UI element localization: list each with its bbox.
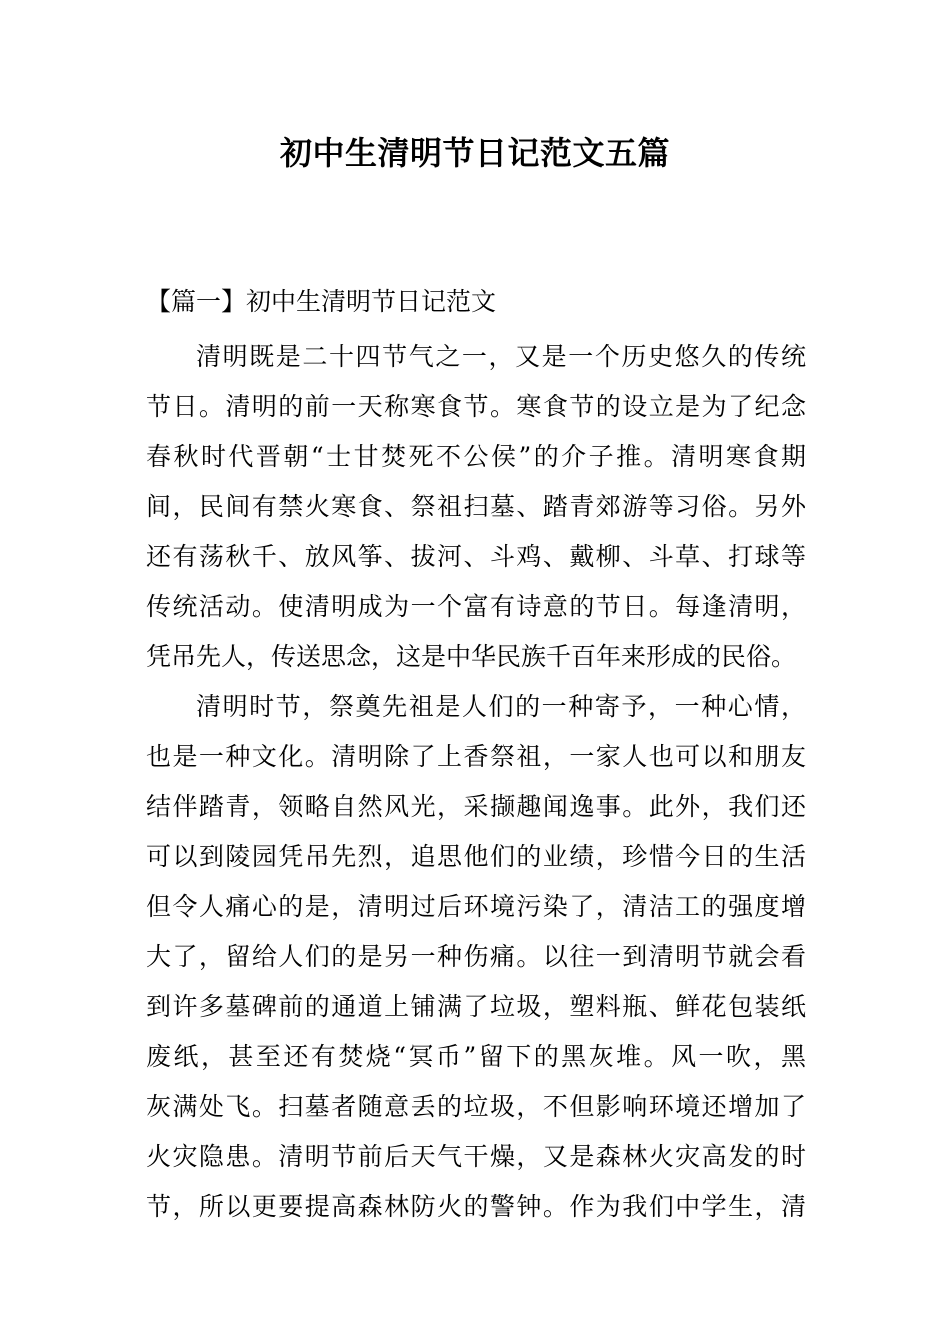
paragraph-line: 间，民间有禁火寒食、祭祖扫墓、踏青郊游等习俗。另外 — [146, 492, 806, 521]
paragraph-line: 清明时节，祭奠先祖是人们的一种寄予，一种心情， — [196, 692, 806, 721]
paragraph-2 — [146, 682, 806, 1232]
spacer — [146, 322, 806, 332]
paragraph-line: 节，所以更要提高森林防火的警钟。作为我们中学生，清 — [146, 1192, 806, 1221]
paragraph-line: 传统活动。使清明成为一个富有诗意的节日。每逢清明， — [146, 592, 806, 621]
paragraph-line: 也是一种文化。清明除了上香祭祖，一家人也可以和朋友 — [146, 742, 806, 771]
document-title: 初中生清明节日记范文五篇 — [279, 134, 670, 172]
paragraph-line: 灰满处飞。扫墓者随意丢的垃圾，不但影响环境还增加了 — [146, 1092, 806, 1121]
paragraph-line: 但令人痛心的是，清明过后环境污染了，清洁工的强度增 — [146, 892, 806, 921]
paragraph-line: 到许多墓碑前的通道上铺满了垃圾，塑料瓶、鲜花包装纸 — [146, 992, 806, 1021]
paragraph-1 — [146, 332, 806, 682]
paragraph-line: 可以到陵园凭吊先烈，追思他们的业绩，珍惜今日的生活 — [146, 842, 806, 871]
paragraph-line: 春秋时代晋朝“士甘焚死不公侯”的介子推。清明寒食期 — [146, 442, 806, 471]
paragraph-line: 火灾隐患。清明节前后天气干燥，又是森林火灾高发的时 — [146, 1142, 806, 1171]
paragraph-line: 清明既是二十四节气之一，又是一个历史悠久的传统 — [196, 342, 806, 371]
paragraph-line: 还有荡秋千、放风筝、拔河、斗鸡、戴柳、斗草、打球等 — [146, 542, 806, 571]
document-body — [146, 282, 806, 1232]
section-heading: 【篇一】初中生清明节日记范文 — [146, 287, 497, 316]
paragraph-line: 废纸，甚至还有焚烧“冥币”留下的黑灰堆。风一吹，黑 — [146, 1042, 806, 1071]
paragraph-line: 结伴踏青，领略自然风光，采撷趣闻逸事。此外，我们还 — [146, 792, 806, 821]
paragraph-line: 凭吊先人，传送思念，这是中华民族千百年来形成的民俗。 — [146, 642, 797, 671]
paragraph-line: 大了，留给人们的是另一种伤痛。以往一到清明节就会看 — [146, 942, 806, 971]
paragraph-line: 节日。清明的前一天称寒食节。寒食节的设立是为了纪念 — [146, 392, 806, 421]
